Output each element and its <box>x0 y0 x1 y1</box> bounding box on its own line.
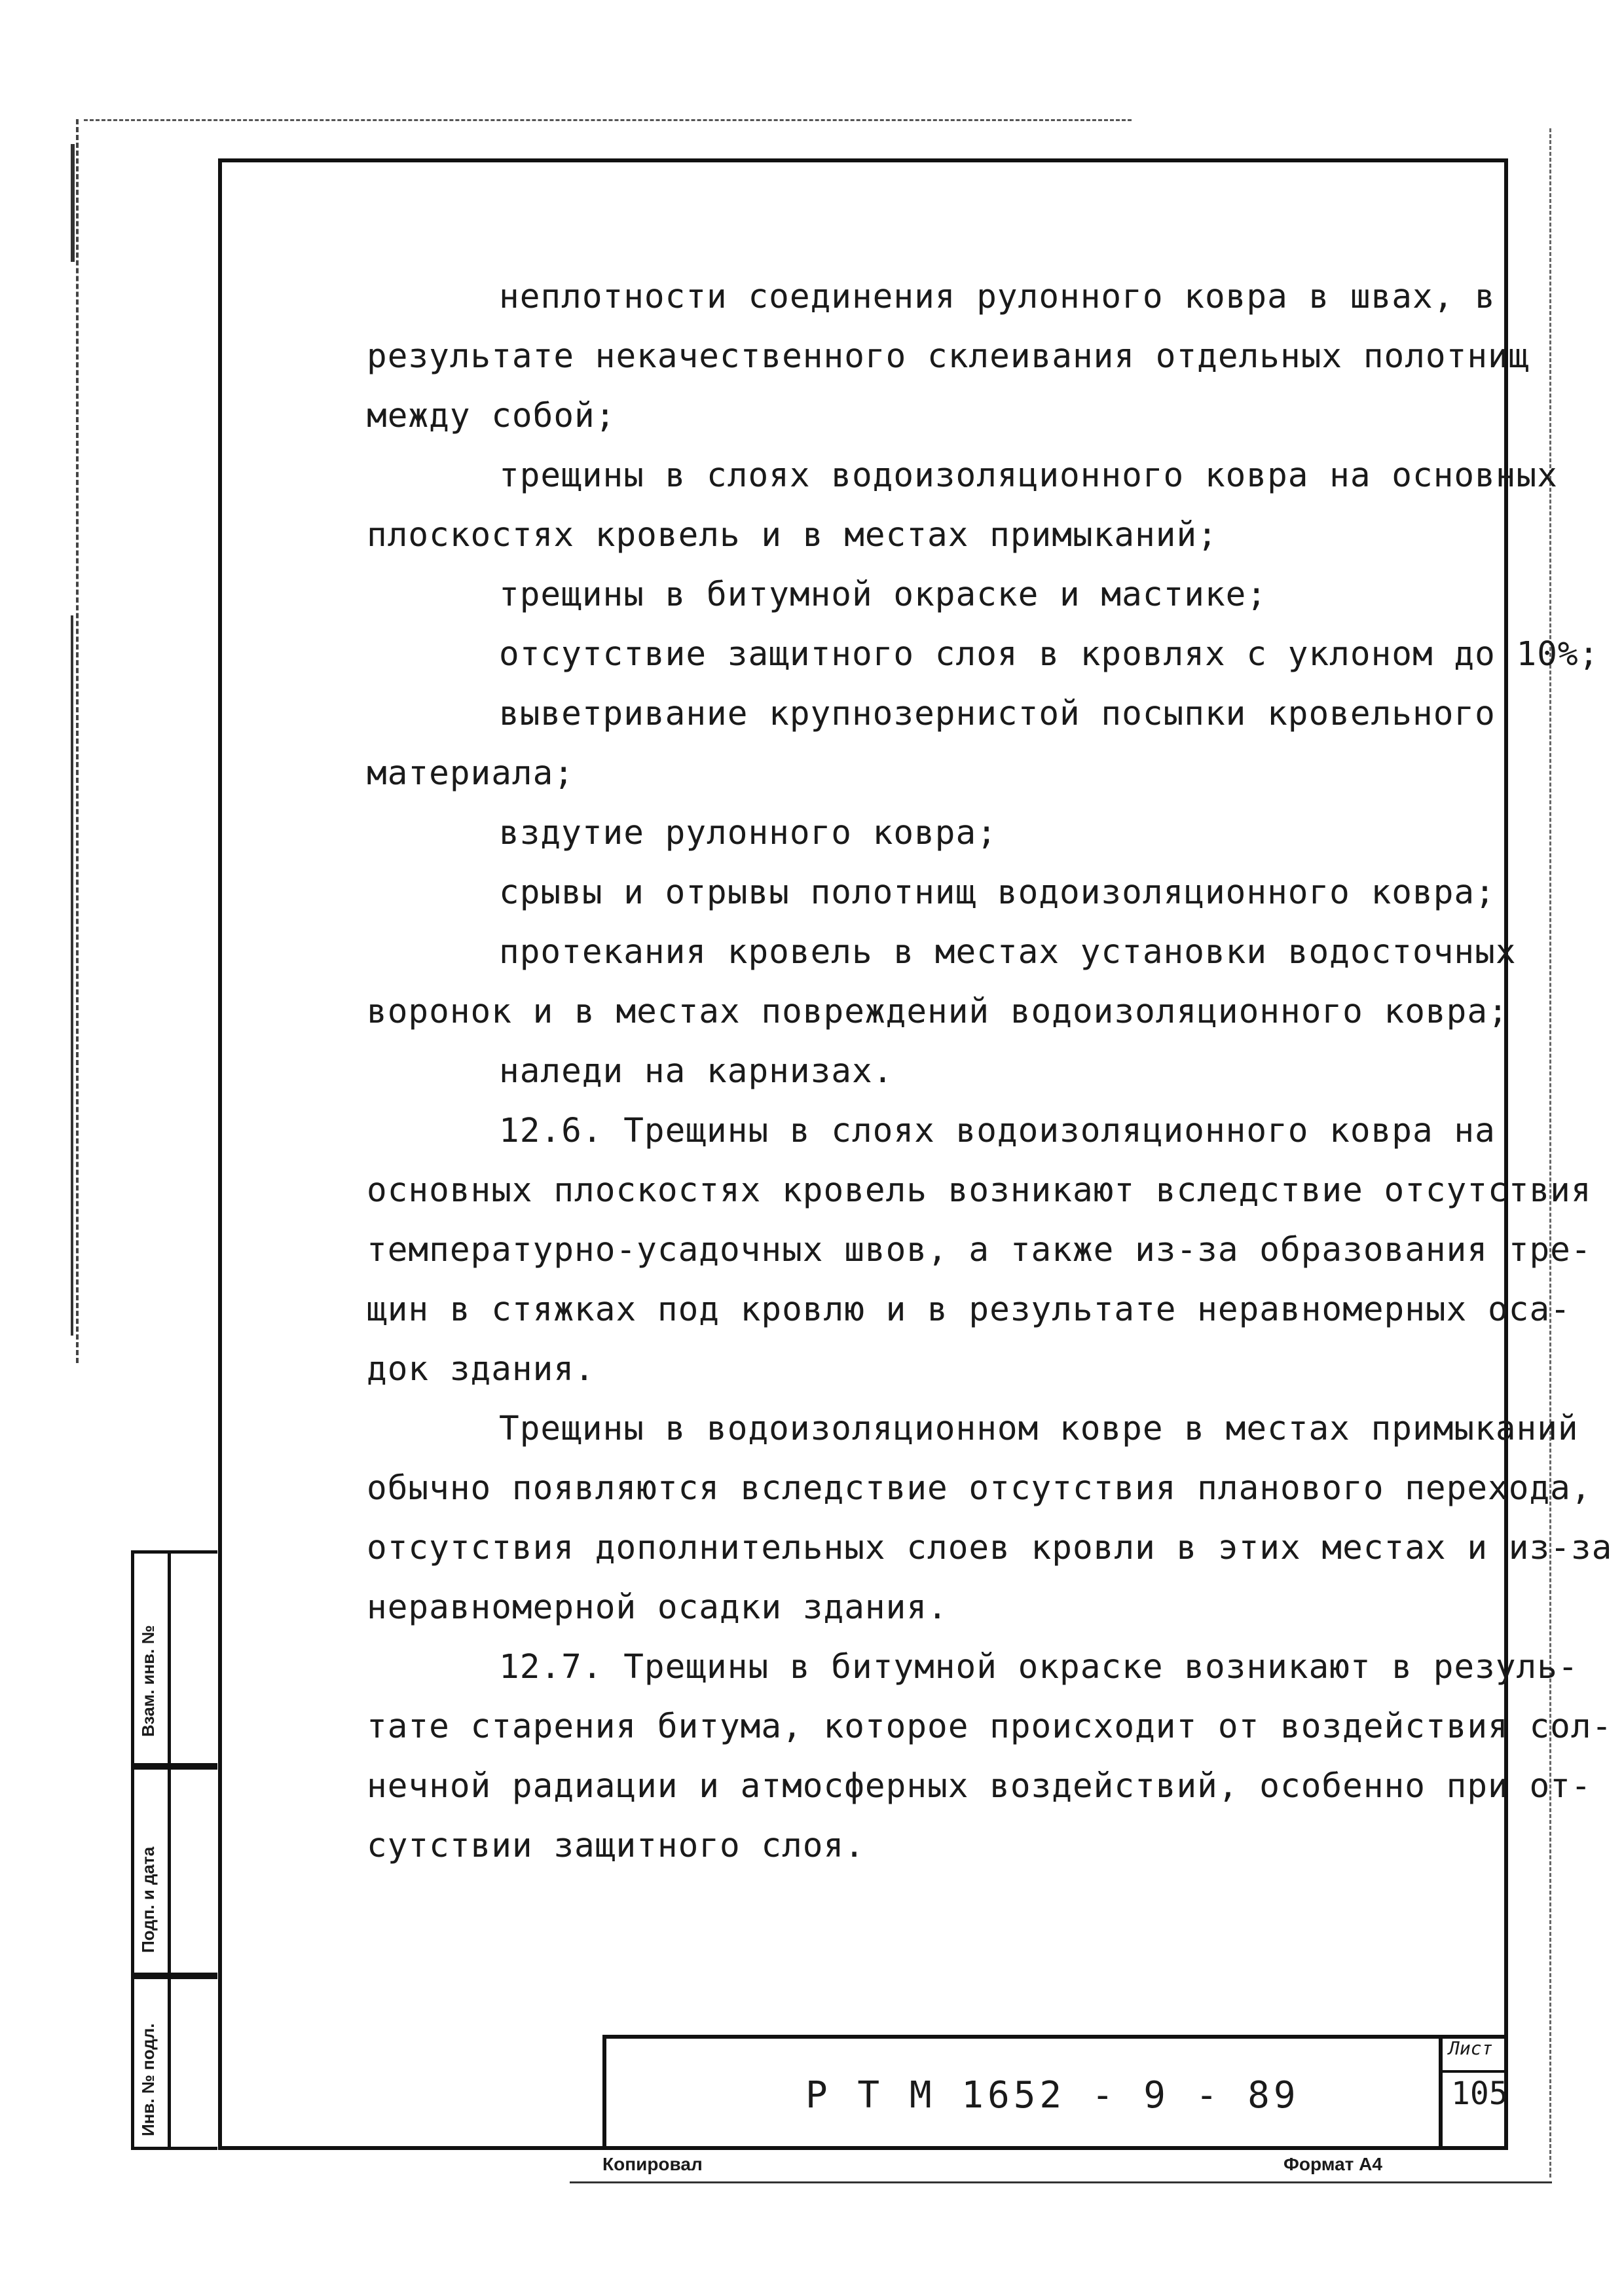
footer-format: Формат А4 <box>1283 2154 1382 2174</box>
text-line: тате старения битума, которое происходит от воздействия сол- <box>367 1707 1613 1746</box>
text-line: щин в стяжках под кровлю и в результате неравномерных оса- <box>367 1290 1571 1329</box>
text-line: отсутствия дополнительных слоев кровли в этих местах и из-за <box>367 1529 1613 1567</box>
trim-line-bottom <box>570 2181 1552 2183</box>
text-line: нечной радиации и атмосферных воздействий, особенно при от- <box>367 1767 1592 1806</box>
title-block-divider <box>1439 2035 1443 2150</box>
text-line: плоскостях кровель и в местах примыканий; <box>367 516 1218 555</box>
text-line: температурно-усадочных швов, а также из-за образования тре- <box>367 1231 1592 1269</box>
side-stamp-vzam <box>131 1550 217 1766</box>
text-line: воронок и в местах повреждений водоизоляционного ковра; <box>367 993 1509 1031</box>
scan-edge-mark <box>71 144 75 262</box>
side-label-vzam-inv: Взам. инв. № <box>138 1625 158 1737</box>
text-line: док здания. <box>367 1350 595 1389</box>
text-line: отсутствие защитного слоя в кровлях с уклоном до 10%; <box>499 635 1600 674</box>
text-line: Трещины в водоизоляционном ковре в местах примыканий <box>499 1410 1579 1448</box>
text-line: основных плоскостях кровель возникают вследствие отсутствия <box>367 1171 1592 1210</box>
text-line: неплотности соединения рулонного ковра в швах, в <box>499 278 1496 316</box>
sheet-label: Лист <box>1449 2037 1493 2059</box>
text-line: трещины в битумной окраске и мастике; <box>499 575 1268 614</box>
trim-line-left <box>76 119 79 1363</box>
sheet-cell-divider <box>1439 2070 1508 2073</box>
trim-line-right <box>1549 128 1551 2178</box>
text-line: протекания кровель в местах установки водосточных <box>499 933 1517 972</box>
text-line: сутствии защитного слоя. <box>367 1827 865 1865</box>
text-line: 12.7. Трещины в битумной окраске возникают в резуль- <box>499 1648 1579 1686</box>
side-stamp-podp <box>131 1766 217 1976</box>
text-line: материала; <box>367 754 575 793</box>
scan-edge-mark <box>71 615 73 1336</box>
text-line: наледи на карнизах. <box>499 1052 894 1091</box>
side-label-inv-podl: Инв. № подл. <box>138 2023 158 2136</box>
text-line: срывы и отрывы полотнищ водоизоляционного ковра; <box>499 873 1496 912</box>
text-line: результате некачественного склеивания отдельных полотнищ <box>367 337 1530 376</box>
side-label-podp-data: Подп. и дата <box>138 1846 158 1953</box>
footer-copied-by: Копировал <box>602 2154 703 2174</box>
document-code: Р Т М 1652 - 9 - 89 <box>805 2074 1300 2117</box>
text-line: трещины в слоях водоизоляционного ковра на основных <box>499 456 1558 495</box>
text-line: 12.6. Трещины в слоях водоизоляционного ковра на <box>499 1112 1496 1150</box>
text-line: неравномерной осадки здания. <box>367 1588 948 1627</box>
text-line: вздутие рулонного ковра; <box>499 814 997 852</box>
text-line: между собой; <box>367 397 616 435</box>
side-stamp-inv <box>131 1976 217 2150</box>
trim-line-top <box>84 119 1132 121</box>
text-line: выветривание крупнозернистой посыпки кровельного <box>499 695 1496 733</box>
text-line: обычно появляются вследствие отсутствия планового перехода, <box>367 1469 1592 1508</box>
sheet-number: 105 <box>1451 2075 1508 2112</box>
